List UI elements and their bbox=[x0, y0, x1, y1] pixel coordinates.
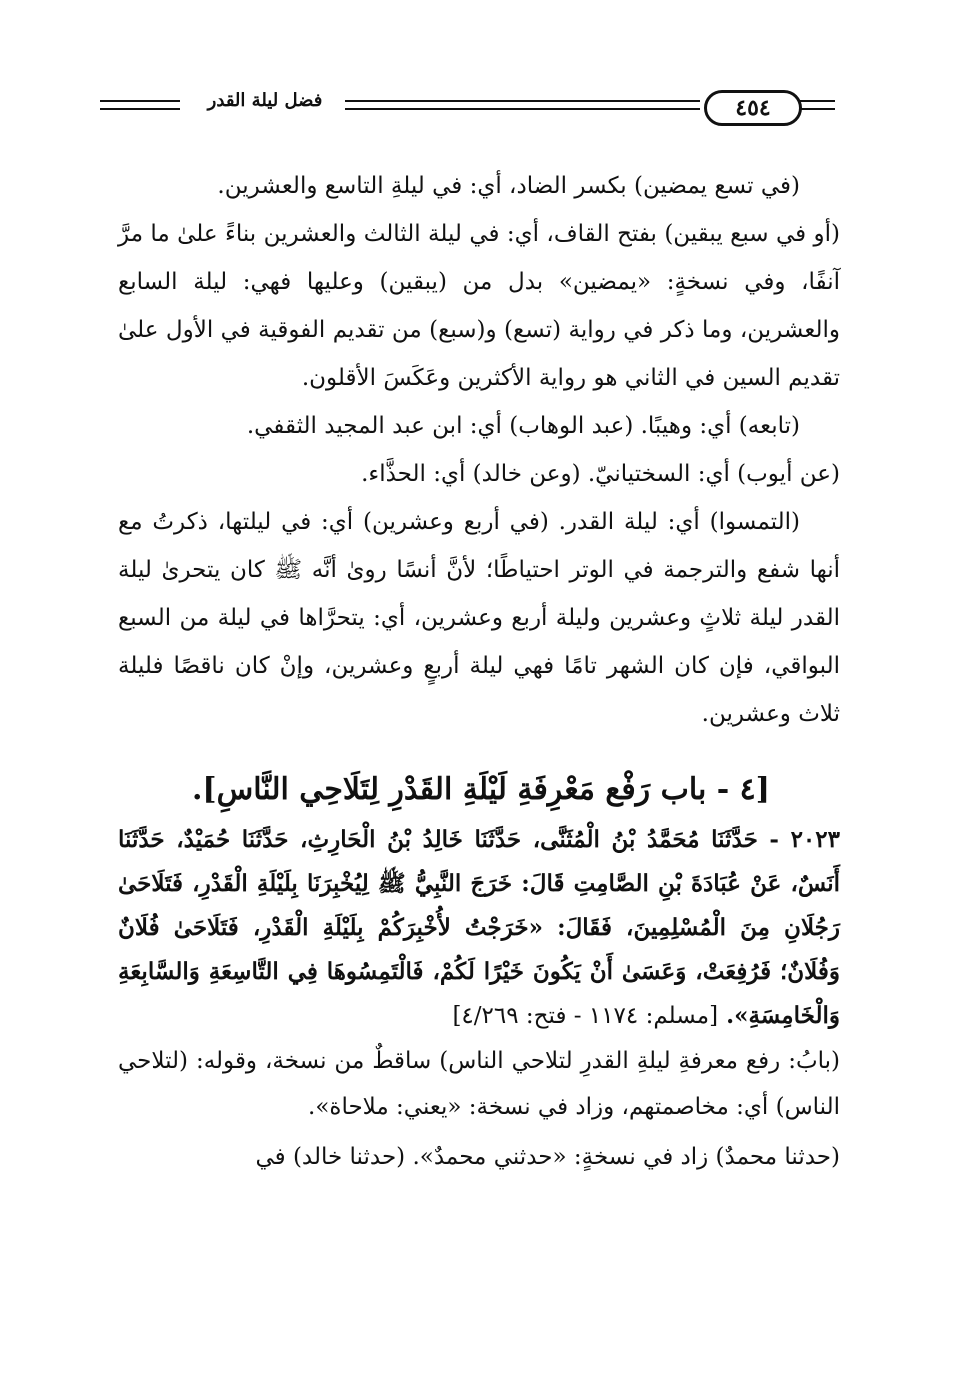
page-number: ٤٥٤ bbox=[704, 90, 802, 126]
hadith-text bbox=[118, 818, 840, 1038]
header-rule-left-lower bbox=[100, 108, 180, 110]
header-rule-left bbox=[100, 100, 180, 102]
page-body bbox=[118, 162, 840, 1180]
header-rule-middle-lower bbox=[345, 108, 700, 110]
commentary-paragraph: (بابُ: رفع معرفةِ ليلةِ القدرِ لتلاحي الناس) ساقطٌ من نسخة، وقوله: (لتلاحي الناس) أي: مخاصمتهم، وزاد في نسخة: «يعني: ملاحاة». bbox=[118, 1048, 840, 1120]
commentary-paragraph: (عن أيوب) أي: السختيانيّ. (وعن خالد) أي: الحذَّاء. bbox=[361, 461, 840, 487]
header-rule-right bbox=[800, 100, 835, 102]
commentary-paragraph: (أو في سبع يبقين) بفتح القاف، أي: في ليلة الثالث والعشرين بناءً علىٰ ما مرَّ آنفًا، وفي نسخةٍ: «يمضين» بدل من (يبقين) وعليها فهي: ليلة السابع والعشرين، وما ذكر في رواية (تسع) و(سبع) من تقديم الفوقية في الأول علىٰ تقديم السين في الثاني هو رواية الأكثرين وعَكَسَ الأقلون. bbox=[118, 221, 840, 391]
header-rule-middle bbox=[345, 100, 700, 102]
running-title: فضل ليلة القدر bbox=[207, 90, 323, 111]
hadith-source: [مسلم: ١١٧٤ - فتح: ٤/٢٦٩] bbox=[452, 1003, 719, 1029]
commentary-paragraph: (في تسع يمضين) بكسر الضاد، أي: في ليلةِ التاسع والعشرين. bbox=[217, 173, 800, 199]
commentary-paragraph: (تابعه) أي: وهيبًا. (عبد الوهاب) أي: ابن عبد المجيد الثقفي. bbox=[246, 413, 800, 439]
commentary-paragraph: (حدثنا محمدٌ) زاد في نسخةٍ: «حدثني محمدٌ». (حدثنا خالد) في bbox=[255, 1144, 840, 1170]
commentary-paragraph: (التمسوا) أي: ليلة القدر. (في أربع وعشرين) أي: في ليلتها، ذكرتُ مع أنها شفع والترجمة في الوتر احتياطًا؛ لأنَّ أنسًا روىٰ أنَّه ﷺ كان يتحرىٰ ليلة القدر ليلة ثلاثٍ وعشرين وليلة أربع وعشرين، أي: يتحرَّاها في ليلة من السبع البواقي، فإن كان الشهر تامًا فهي ليلة أربعٍ وعشرين، وإنْ كان ناقصًا فليلة ثلاث وعشرين. bbox=[118, 509, 840, 727]
chapter-heading: [٤ - باب رَفْع مَعْرِفَةِ لَيْلَةِ القَدْرِ لِتَلَاحِي النَّاسِ]. bbox=[191, 772, 770, 807]
page-header bbox=[100, 86, 835, 130]
header-rule-right-lower bbox=[800, 108, 835, 110]
hadith-body: ٢٠٢٣ - حَدَّثَنَا مُحَمَّدُ بْنُ الْمُثَنَّى، حَدَّثَنَا خَالِدُ بْنُ الْحَارِثِ، حَدَّثَنَا حُمَيْدٌ، حَدَّثَنَا أَنَسٌ، عَنْ عُبَادَةَ بْنِ الصَّامِتِ قَالَ: خَرَجَ النَّبِيُّ ﷺ لِيُخْبِرَنَا بِلَيْلَةِ الْقَدْرِ، فَتَلَاحَىٰ رَجُلَانِ مِنَ الْمُسْلِمِينَ، فَقَالَ: «خَرَجْتُ لأُخْبِرَكُمْ بِلَيْلَةِ الْقَدْرِ، فَتَلَاحَىٰ فُلَانٌ وَفُلَانٌ؛ فَرُفِعَتْ، وَعَسَىٰ أَنْ يَكُونَ خَيْرًا لَكُمْ، فَالْتَمِسُوهَا فِي التَّاسِعَةِ وَالسَّابِعَةِ وَالْخَامِسَةِ». bbox=[118, 826, 840, 1029]
